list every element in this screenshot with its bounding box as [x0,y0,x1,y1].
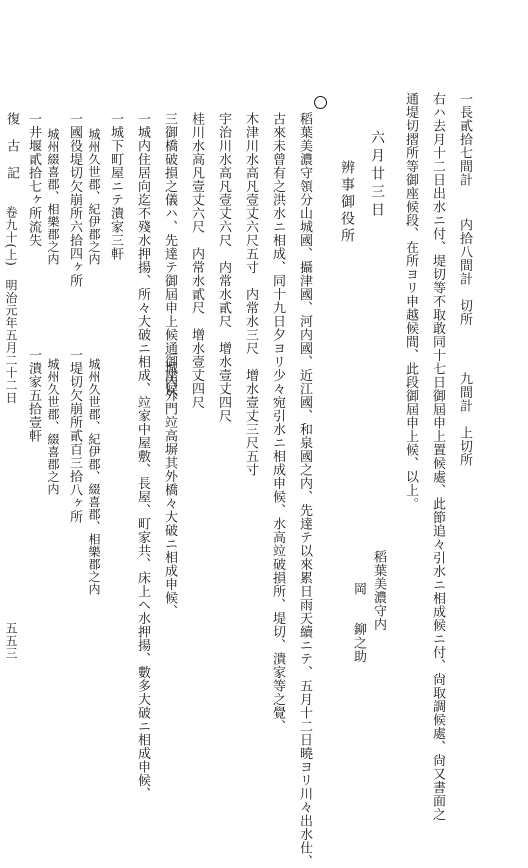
page-number: 五五三 [4,622,18,660]
volume-info: 卷九十(上) 明治元年五月二十二日 [4,206,18,404]
book-title: 復 古 記 [4,112,19,180]
report-paragraph-2: 古來未曾有之洪水ニ相成、同十九日夕ヨリ少々宛引水ニ相成申候、水高竝破損所、堤切、潰家等之覺、 [270,112,285,733]
report-date: 六月廿三日 [369,130,385,220]
item-line-1c: 九間計 上切所 [457,372,472,467]
district-note-2b: 城州久世郡、綴喜郡之内 [46,358,60,496]
district-note-2a: 城州綴喜郡、相樂郡之内 [46,128,60,266]
damage-embankment-a: 一國役堤切欠崩所六拾四ヶ所 [67,112,82,288]
section-circle-marker [314,96,327,109]
report-line-3: 通堤切摺所等御座候段、在所ヨリ申越候間、此段御屆申上候、以上。 [403,92,418,511]
sender-name-b: 岡 鉚之助 [351,582,366,663]
river-kizu: 木津川水高凡壹丈六尺五寸 内常水三尺 增水壹丈三尺五寸 [243,112,258,477]
item-line-1b: 内拾八間計 切所 [457,218,472,326]
damage-residences: 一城内住居向迄不殘水押揚、所々大破ニ相成、竝家中屋敷、長屋、町家共、床上ヘ水押揚、數多大破ニ相成申候、 [135,112,150,801]
river-uji: 宇治川水高凡壹丈六尺 内常水貳尺 增水壹丈四尺 [216,112,231,423]
damage-town-houses: 一城下町屋ニテ潰家三軒 [108,112,123,261]
district-note-1a: 城州久世郡、紀伊郡之内 [87,128,101,266]
report-paragraph-1: 稻葉美濃守領分山城國、攝津國、河内國、近江國、和泉國之内、先達テ以來累日雨天續ニテ、五月十二日曉ヨリ川々出水仕、 [297,112,312,868]
river-katsura: 桂川水高凡壹丈六尺 内常水貳尺 增水壹丈四尺 [189,112,204,409]
district-note-1b: 城州久世郡、紀伊郡、綴喜郡、相樂郡之内 [87,358,101,596]
damage-collapsed-houses: 一潰家五拾壹軒 [26,348,41,443]
damage-embankment-b: 一堤切欠崩所貳百三拾八ヶ所 [67,348,82,524]
item-line-1a: 一長貳拾七間計 [457,92,472,187]
damage-gates: 一城内外門竝高塀其外橋々大破ニ相成申候、 [162,348,177,618]
damage-bridges: 三御橋破損之儀ハ、先達テ御屆申上候通御座候、 [162,112,177,409]
recipient-office: 辨事御役所 [339,160,355,245]
damage-weirs: 一井堰貳拾七ヶ所流失 [26,112,41,247]
sender-name-a: 稻葉美濃守内 [371,550,386,631]
report-line-2: 右ハ去月十二日出水ニ付、堤切等不取敢同十七日御屆申上置候處、此節追々引水ニ相成候ニ付、尙取調候處、尙又書面之 [430,92,445,821]
